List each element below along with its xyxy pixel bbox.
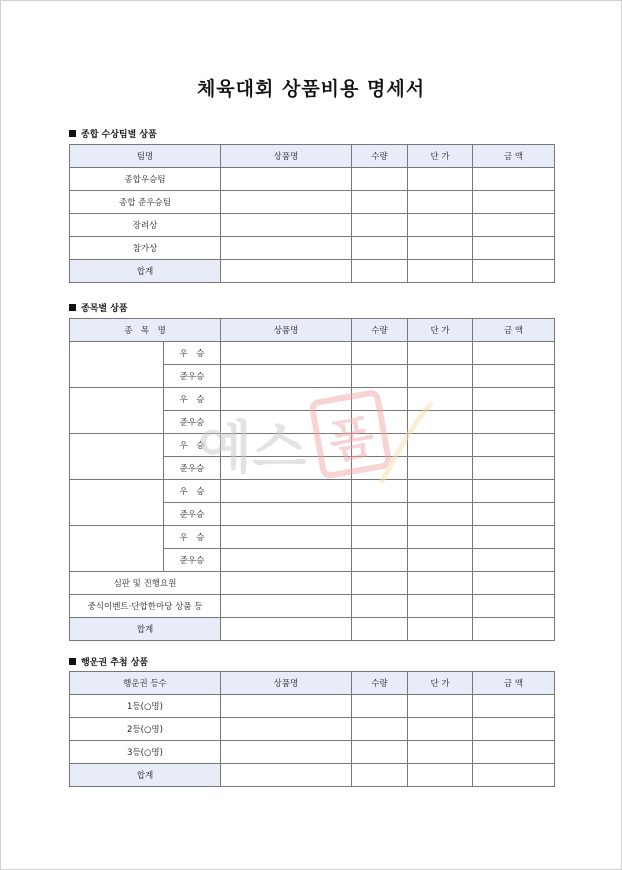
qty-cell[interactable] (352, 457, 408, 480)
unit-price-cell[interactable] (408, 695, 473, 718)
amount-cell[interactable] (473, 572, 555, 595)
qty-cell[interactable] (352, 388, 408, 411)
header-team: 팀명 (70, 145, 221, 168)
amount-cell[interactable] (473, 342, 555, 365)
section-3-heading (69, 655, 148, 668)
unit-price-cell[interactable] (408, 480, 473, 503)
amount-cell[interactable] (473, 549, 555, 572)
total-row (70, 618, 555, 641)
product-cell[interactable] (221, 457, 352, 480)
product-cell[interactable] (221, 237, 352, 260)
amount-cell[interactable] (473, 526, 555, 549)
section-1-label: 종합 수상팀별 상품 (81, 130, 157, 140)
qty-cell[interactable] (352, 434, 408, 457)
amount-cell[interactable] (473, 595, 555, 618)
product-cell[interactable] (221, 480, 352, 503)
table-row (70, 741, 555, 764)
row-label: 3등(○명) (70, 741, 221, 764)
section-3-label: 행운권 추첨 상품 (81, 658, 149, 668)
qty-cell[interactable] (352, 342, 408, 365)
unit-price-cell[interactable] (408, 191, 473, 214)
product-cell[interactable] (221, 342, 352, 365)
product-cell[interactable] (221, 411, 352, 434)
qty-cell[interactable] (352, 764, 408, 787)
table-row (70, 237, 555, 260)
header-qty: 수량 (352, 145, 408, 168)
rank-label: 우 승 (164, 342, 221, 365)
product-cell[interactable] (221, 764, 352, 787)
product-cell[interactable] (221, 618, 352, 641)
unit-price-cell[interactable] (408, 526, 473, 549)
amount-cell[interactable] (473, 237, 555, 260)
event-name-cell[interactable] (70, 388, 164, 434)
lucky-draw-table (69, 671, 555, 787)
table-row (70, 168, 555, 191)
product-cell[interactable] (221, 549, 352, 572)
row-label: 종합 준우승팀 (70, 191, 221, 214)
product-cell[interactable] (221, 388, 352, 411)
header-qty: 수량 (352, 319, 408, 342)
product-cell[interactable] (221, 595, 352, 618)
amount-cell[interactable] (473, 191, 555, 214)
qty-cell[interactable] (352, 741, 408, 764)
unit-price-cell[interactable] (408, 237, 473, 260)
table-header-row (70, 672, 555, 695)
table-header-row (70, 145, 555, 168)
product-cell[interactable] (221, 434, 352, 457)
header-unit-price: 단 가 (408, 145, 473, 168)
qty-cell[interactable] (352, 365, 408, 388)
table-row (70, 526, 555, 549)
unit-price-cell[interactable] (408, 572, 473, 595)
row-label: 장려상 (70, 214, 221, 237)
row-label: 참가상 (70, 237, 221, 260)
unit-price-cell[interactable] (408, 434, 473, 457)
amount-cell[interactable] (473, 365, 555, 388)
amount-cell[interactable] (473, 764, 555, 787)
table-row (70, 595, 555, 618)
table-row (70, 480, 555, 503)
product-cell[interactable] (221, 503, 352, 526)
product-cell[interactable] (221, 214, 352, 237)
header-amount: 금 액 (473, 319, 555, 342)
event-name-cell[interactable] (70, 526, 164, 572)
unit-price-cell[interactable] (408, 618, 473, 641)
header-unit-price: 단 가 (408, 672, 473, 695)
unit-price-cell[interactable] (408, 549, 473, 572)
rank-label: 준우승 (164, 549, 221, 572)
amount-cell[interactable] (473, 411, 555, 434)
rank-label: 준우승 (164, 503, 221, 526)
header-amount: 금 액 (473, 672, 555, 695)
qty-cell[interactable] (352, 237, 408, 260)
watermark-stamp-text: 폼 (324, 408, 378, 470)
product-cell[interactable] (221, 572, 352, 595)
product-cell[interactable] (221, 191, 352, 214)
table-row (70, 388, 555, 411)
product-cell[interactable] (221, 741, 352, 764)
header-lucky-rank: 행운권 등수 (70, 672, 221, 695)
table-row (70, 191, 555, 214)
rank-label: 우 승 (164, 526, 221, 549)
total-label: 합계 (70, 618, 221, 641)
event-name-cell[interactable] (70, 480, 164, 526)
header-product: 상품명 (221, 145, 352, 168)
header-unit-price: 단 가 (408, 319, 473, 342)
total-label: 합계 (70, 260, 221, 283)
unit-price-cell[interactable] (408, 260, 473, 283)
table-row (70, 214, 555, 237)
unit-price-cell[interactable] (408, 718, 473, 741)
unit-price-cell[interactable] (408, 503, 473, 526)
product-cell[interactable] (221, 695, 352, 718)
qty-cell[interactable] (352, 191, 408, 214)
section-2-label: 종목별 상품 (81, 304, 128, 314)
qty-cell[interactable] (352, 168, 408, 191)
qty-cell[interactable] (352, 595, 408, 618)
qty-cell[interactable] (352, 503, 408, 526)
qty-cell[interactable] (352, 411, 408, 434)
team-award-table (69, 144, 555, 283)
qty-cell[interactable] (352, 480, 408, 503)
square-bullet-icon (69, 130, 76, 137)
header-amount: 금 액 (473, 145, 555, 168)
table-row (70, 695, 555, 718)
row-label-staff: 심판 및 진행요원 (70, 572, 221, 595)
unit-price-cell[interactable] (408, 168, 473, 191)
square-bullet-icon (69, 304, 76, 311)
amount-cell[interactable] (473, 214, 555, 237)
total-label: 합계 (70, 764, 221, 787)
amount-cell[interactable] (473, 618, 555, 641)
qty-cell[interactable] (352, 526, 408, 549)
table-row (70, 718, 555, 741)
unit-price-cell[interactable] (408, 741, 473, 764)
unit-price-cell[interactable] (408, 388, 473, 411)
total-row (70, 260, 555, 283)
amount-cell[interactable] (473, 480, 555, 503)
row-label-lunch-event: 중식이벤트·단합한마당 상품 등 (70, 595, 221, 618)
section-1-heading (69, 127, 157, 140)
unit-price-cell[interactable] (408, 411, 473, 434)
product-cell[interactable] (221, 260, 352, 283)
header-product: 상품명 (221, 672, 352, 695)
product-cell[interactable] (221, 526, 352, 549)
section-2-heading (69, 301, 128, 314)
table-row (70, 434, 555, 457)
unit-price-cell[interactable] (408, 365, 473, 388)
unit-price-cell[interactable] (408, 214, 473, 237)
header-event-name: 종 목 명 (70, 319, 221, 342)
amount-cell[interactable] (473, 695, 555, 718)
event-award-table (69, 318, 555, 641)
table-header-row (70, 319, 555, 342)
event-name-cell[interactable] (70, 342, 164, 388)
product-cell[interactable] (221, 365, 352, 388)
product-cell[interactable] (221, 718, 352, 741)
qty-cell[interactable] (352, 549, 408, 572)
watermark-text: 예스 (198, 416, 307, 481)
total-row (70, 764, 555, 787)
row-label: 1등(○명) (70, 695, 221, 718)
qty-cell[interactable] (352, 695, 408, 718)
header-qty: 수량 (352, 672, 408, 695)
amount-cell[interactable] (473, 741, 555, 764)
unit-price-cell[interactable] (408, 764, 473, 787)
qty-cell[interactable] (352, 214, 408, 237)
unit-price-cell[interactable] (408, 342, 473, 365)
amount-cell[interactable] (473, 503, 555, 526)
amount-cell[interactable] (473, 718, 555, 741)
rank-label: 우 승 (164, 480, 221, 503)
table-row (70, 572, 555, 595)
rank-label: 준우승 (164, 457, 221, 480)
row-label: 2등(○명) (70, 718, 221, 741)
qty-cell[interactable] (352, 260, 408, 283)
unit-price-cell[interactable] (408, 457, 473, 480)
amount-cell[interactable] (473, 168, 555, 191)
rank-label: 준우승 (164, 411, 221, 434)
row-label: 종합우승팀 (70, 168, 221, 191)
event-name-cell[interactable] (70, 434, 164, 480)
product-cell[interactable] (221, 168, 352, 191)
table-row (70, 342, 555, 365)
page-title: 체육대회 상품비용 명세서 (196, 78, 426, 100)
square-bullet-icon (69, 658, 76, 665)
amount-cell[interactable] (473, 260, 555, 283)
qty-cell[interactable] (352, 572, 408, 595)
amount-cell[interactable] (473, 457, 555, 480)
qty-cell[interactable] (352, 618, 408, 641)
rank-label: 준우승 (164, 365, 221, 388)
rank-label: 우 승 (164, 388, 221, 411)
header-product: 상품명 (221, 319, 352, 342)
rank-label: 우 승 (164, 434, 221, 457)
amount-cell[interactable] (473, 434, 555, 457)
unit-price-cell[interactable] (408, 595, 473, 618)
amount-cell[interactable] (473, 388, 555, 411)
qty-cell[interactable] (352, 718, 408, 741)
